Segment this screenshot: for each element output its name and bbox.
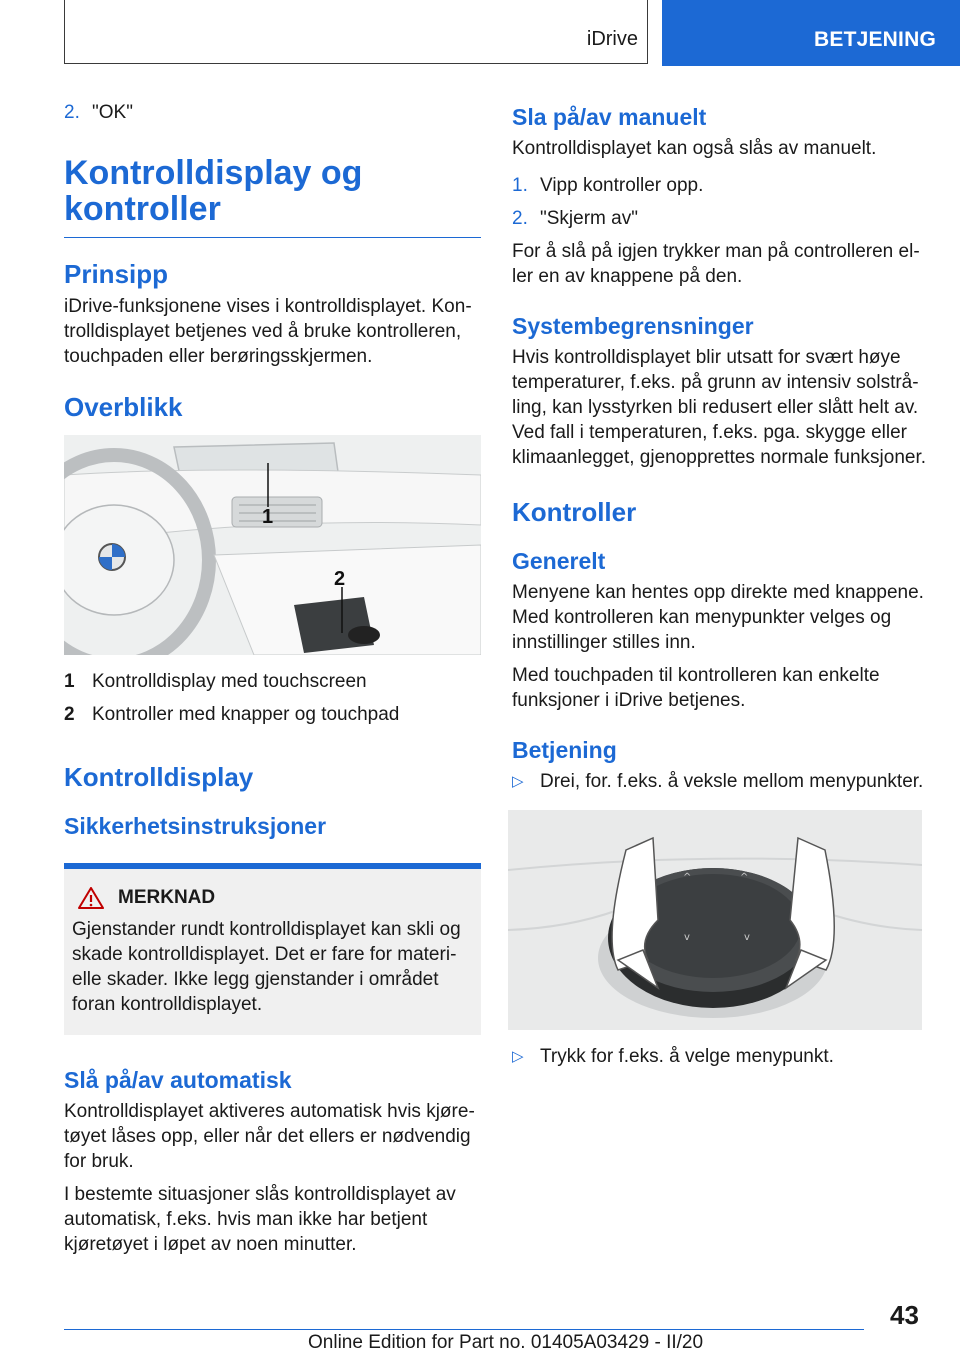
page-title <box>64 155 481 227</box>
notice-box <box>64 863 481 1035</box>
notice-title-text: MERKNAD <box>118 887 216 908</box>
svg-text:^: ^ <box>683 872 692 883</box>
heading-prinsipp: Prinsipp <box>64 259 169 289</box>
legend-text: Kontrolldisplay med touchscreen <box>92 671 367 692</box>
list-item <box>512 173 930 198</box>
footer-edition: Online Edition for Part no. 01405A03429 - II/20 <box>308 1332 704 1353</box>
list-text: "OK" <box>92 102 133 123</box>
step-text: Trykk for f.eks. å velge menypunkt. <box>540 1046 834 1067</box>
system-paragraph: Hvis kontrolldisplayet blir utsatt for svært høye temperaturer, f.eks. på grunn av intensiv solstråling, kan lysstyrken bli redusert eller slått helt av. Ved fall i temperaturen, f.eks. pga. skygge eller klimaanlegget, gjenopprettes normale funksjoner. <box>512 347 927 468</box>
header-chapter-tab[interactable]: BETJENING <box>662 0 960 66</box>
list-number: 2. <box>512 208 528 229</box>
warning-triangle-icon <box>78 887 104 909</box>
footer-divider <box>64 1329 864 1330</box>
triangle-bullet-icon: ▷ <box>512 1048 524 1065</box>
title-divider <box>64 237 481 238</box>
heading-auto: Slå på/av automatisk <box>64 1067 292 1093</box>
left-column <box>64 100 481 1265</box>
manuelt-paragraph: Kontrolldisplayet kan også slås av manuelt. <box>512 138 877 159</box>
callout-2: 2 <box>334 568 346 590</box>
heading-kontroller: Kontroller <box>512 497 637 527</box>
auto-paragraph-1: Kontrolldisplayet aktiveres automatisk hvis kjøretøyet låses opp, eller når det ellers er nødvendig for bruk. <box>64 1101 475 1172</box>
list-number: 1. <box>512 175 528 196</box>
heading-kontrolldisplay: Kontrolldisplay <box>64 762 254 792</box>
notice-text: Gjenstander rundt kontrolldisplayet kan skli og skade kontrolldisplayet. Det er fare for materielle skader. Ikke legg gjenstander i området foran kontrolldisplayet. <box>72 919 461 1015</box>
heading-sikkerhet: Sikkerhetsinstruksjoner <box>64 813 327 839</box>
controller-illustration <box>508 810 922 1030</box>
generelt-paragraph-1: Menyene kan hentes opp direkte med knappene. Med kontrolleren kan menypunkter velges og innstillinger stilles inn. <box>512 582 924 653</box>
controller-figure <box>508 810 922 1030</box>
cockpit-figure <box>64 435 481 655</box>
svg-text:v: v <box>744 932 750 943</box>
step-item <box>512 1044 930 1069</box>
list-text: Vipp kontroller opp. <box>540 175 704 196</box>
page-title-line2: kontroller <box>64 190 221 228</box>
generelt-paragraph-2: Med touchpaden til kontrolleren kan enkelte funksjoner i iDrive betjenes. <box>512 665 880 711</box>
cockpit-illustration <box>64 435 481 655</box>
manuelt-paragraph-2: For å slå på igjen trykker man på controlleren eller en av knappene på den. <box>512 241 920 287</box>
heading-betjening: Betjening <box>512 737 617 763</box>
triangle-bullet-icon: ▷ <box>512 773 524 790</box>
right-column <box>512 100 930 1077</box>
svg-text:v: v <box>684 932 690 943</box>
heading-manuelt: Sla på/av manuelt <box>512 104 707 130</box>
list-item <box>512 206 930 231</box>
legend-item <box>64 669 481 694</box>
step-item <box>512 769 930 794</box>
legend-item <box>64 702 481 727</box>
header-section-title: iDrive <box>586 28 638 50</box>
list-text: "Skjerm av" <box>540 208 638 229</box>
legend-number: 2 <box>64 704 75 725</box>
legend-text: Kontroller med knapper og touchpad <box>92 704 400 725</box>
heading-system: Systembegrensninger <box>512 313 754 339</box>
prinsipp-paragraph: iDrive-funksjonene vises i kontrolldisplayet. Kontrolldisplayet betjenes ved å bruke kontrolleren, touchpaden eller berøringsskjermen. <box>64 296 472 367</box>
notice-title <box>72 887 473 909</box>
step-text: Drei, for. f.eks. å veksle mellom menypunkter. <box>540 771 924 792</box>
page-title-line1: Kontrolldisplay og <box>64 154 363 192</box>
list-item <box>64 100 481 125</box>
list-number: 2. <box>64 102 80 123</box>
heading-generelt: Generelt <box>512 548 606 574</box>
legend-number: 1 <box>64 671 75 692</box>
auto-paragraph-2: I bestemte situasjoner slås kontrolldisplayet av automatisk, f.eks. hvis man ikke har betjent kjøretøyet i løpet av noen minutter. <box>64 1184 456 1255</box>
heading-overblikk: Overblikk <box>64 392 183 422</box>
callout-1: 1 <box>262 506 274 528</box>
svg-text:^: ^ <box>740 872 749 883</box>
page-number: 43 <box>890 1300 919 1330</box>
